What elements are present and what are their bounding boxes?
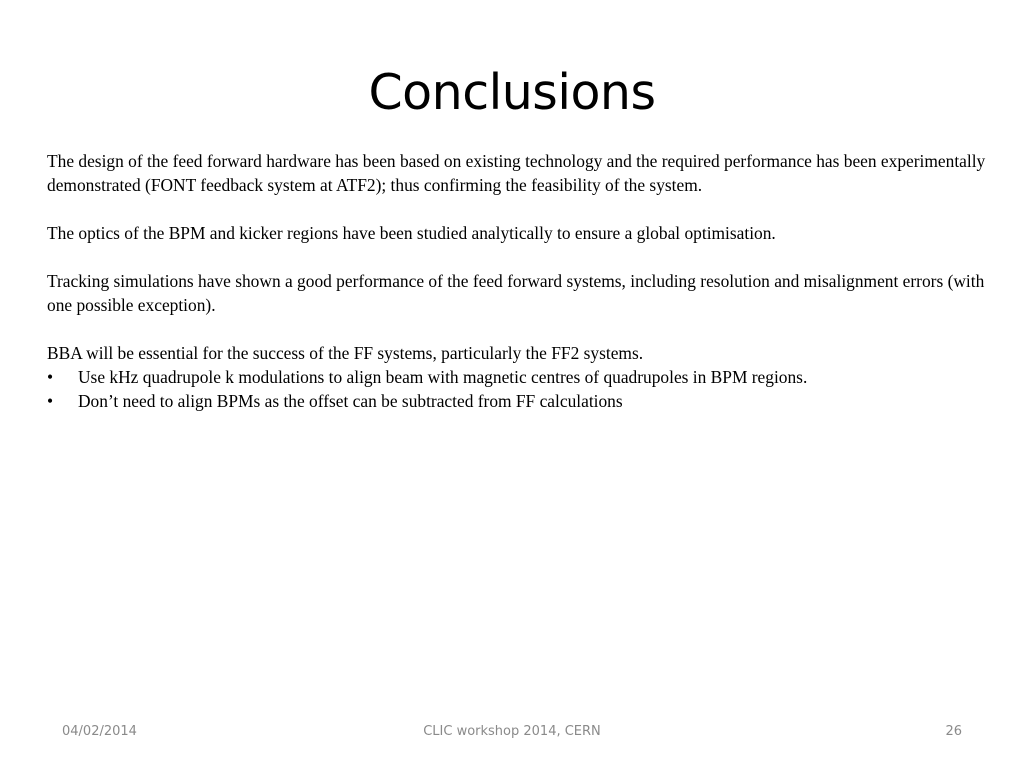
bullet-text: Use kHz quadrupole k modulations to align beam with magnetic centres of quadrupoles in BPM regions. (78, 367, 808, 387)
slide-title: Conclusions (368, 64, 656, 121)
footer-date: 04/02/2014 (62, 724, 137, 739)
bullet-text: Don’t need to align BPMs as the offset can be subtracted from FF calculations (78, 391, 623, 411)
paragraph-tracking: Tracking simulations have shown a good performance of the feed forward systems, including resolution and misalignment errors (with one possible exception). (47, 271, 985, 315)
paragraph-optics: The optics of the BPM and kicker regions have been studied analytically to ensure a global optimisation. (47, 223, 776, 243)
footer-event: CLIC workshop 2014, CERN (423, 724, 601, 739)
bullet-icon: • (47, 367, 54, 387)
page-number: 26 (945, 724, 962, 739)
paragraph-spacer (47, 245, 987, 269)
paragraph-feasibility: The design of the feed forward hardware has been based on existing technology and the required performance has been experimentally demonstrated (FONT feedback system at ATF2); thus confirming the feasibility of the system. (47, 151, 986, 195)
paragraph-spacer (47, 317, 987, 341)
bullet-item (47, 389, 987, 413)
bullet-icon: • (47, 391, 54, 411)
slide-body (47, 149, 987, 413)
bullet-item (47, 365, 987, 389)
paragraph-bba: BBA will be essential for the success of the FF systems, particularly the FF2 systems. (47, 343, 644, 363)
paragraph-spacer (47, 197, 987, 221)
